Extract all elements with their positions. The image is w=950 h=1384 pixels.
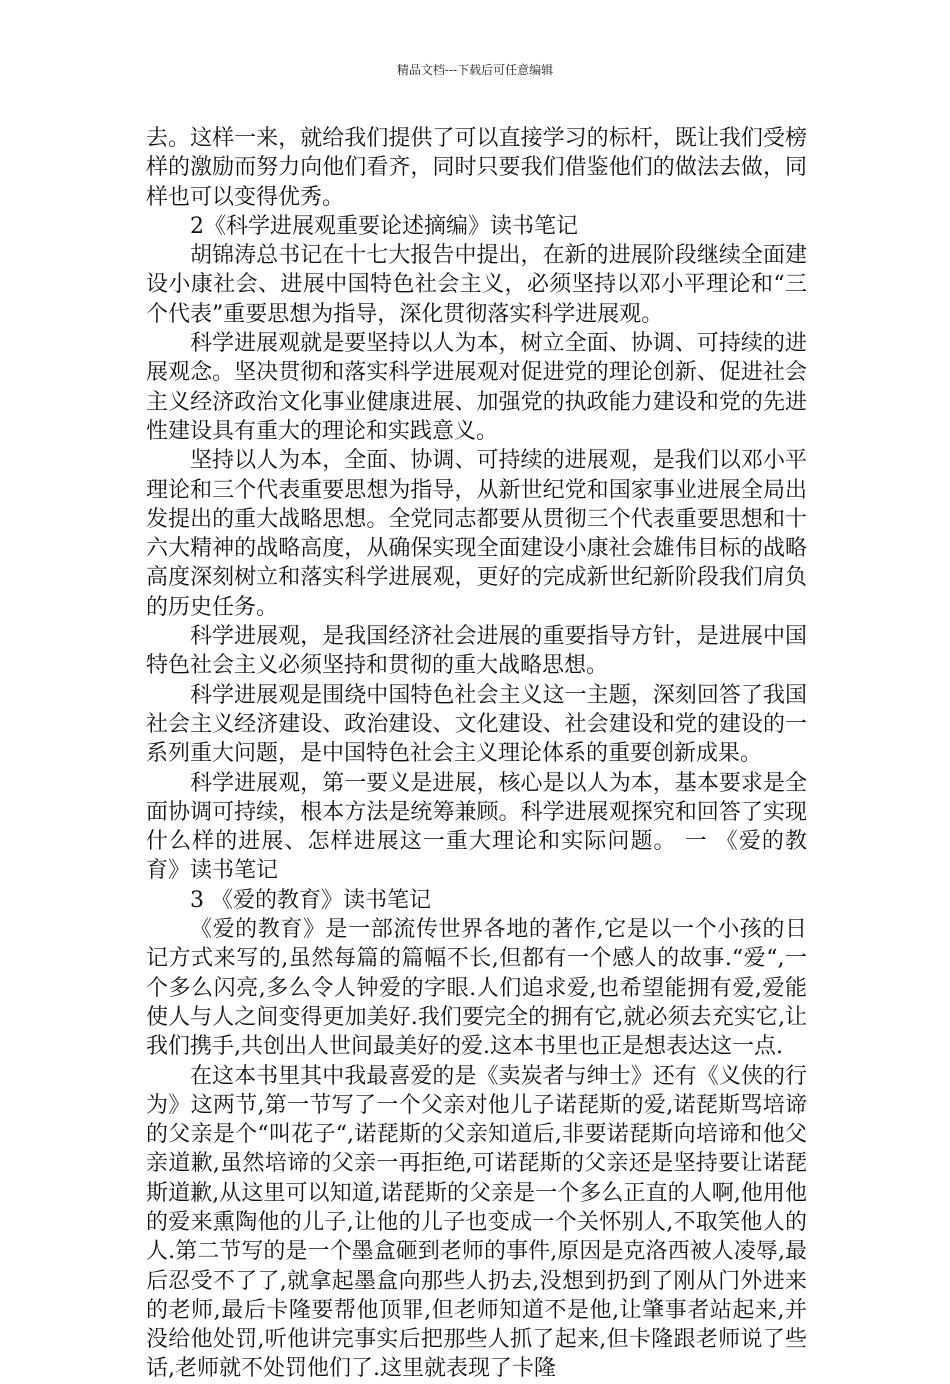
section-heading: 3 《爱的教育》读书笔记 xyxy=(190,887,431,913)
body-paragraph: 去。这样一来，就给我们提供了可以直接学习的标杆，既让我们受榜样的激励而努力向他们看齐，同时只要我们借鉴他们的做法去做，同样也可以变得优秀。 xyxy=(146,126,807,210)
body-paragraph: 坚持以人为本，全面、协调、可持续的进展观，是我们以邓小平理论和三个代表重要思想为指导，从新世纪党和国家事业进展全局出发提出的重大战略思想。全党同志都要从贯彻三个代表重要思想和十六大精神的战略高度，从确保实现全面建设小康社会雄伟目标的战略高度深刻树立和落实科学进展观，更好的完成新世纪新阶段我们肩负的历史任务。 xyxy=(146,448,807,620)
document-body xyxy=(146,124,807,1384)
body-paragraph: 科学进展观就是要坚持以人为本，树立全面、协调、可持续的进展观念。坚决贯彻和落实科学进展观对促进党的理论创新、促进社会主义经济政治文化事业健康进展、加强党的执政能力建设和党的先进性建设具有重大的理论和实践意义。 xyxy=(146,331,807,444)
body-paragraph: 科学进展观，第一要义是进展，核心是以人为本，基本要求是全面协调可持续，根本方法是统筹兼顾。科学进展观探究和回答了实现什么样的进展、怎样进展这一重大理论和实际问题。 一 《爱的教育》读书笔记 xyxy=(146,770,807,884)
body-paragraph: 在这本书里其中我最喜爱的是《卖炭者与绅士》还有《义侠的行为》这两节,第一节写了一个父亲对他儿子诺琵斯的爱,诺琵斯骂培谛的父亲是个“叫花子“,诺琵斯的父亲知道后,非要诺琵斯向培谛和他父亲道歉,虽然培谛的父亲一再拒绝,可诺琵斯的父亲还是坚持要让诺琵斯道歉,从这里可以知道,诺琵斯的父亲是一个多么正直的人啊,他用他的爱来熏陶他的儿子,让他的儿子也变成一个关怀别人,不取笑他人的人.第二节写的是一个墨盒砸到老师的事件,原因是克洛西被人凌辱,最后忍受不了了,就拿起墨盒向那些人扔去,没想到扔到了刚从门外进来的老师,最后卡隆要帮他顶罪,但老师知道不是他,让肇事者站起来,并没给他处罚,听他讲完事实后把那些人抓了起来,但卡隆跟老师说了些话,老师就不处罚他们了.这里就表现了卡隆 xyxy=(146,1063,807,1382)
body-paragraph: 科学进展观，是我国经济社会进展的重要指导方针，是进展中国特色社会主义必须坚持和贯彻的重大战略思想。 xyxy=(146,624,807,679)
body-paragraph: 胡锦涛总书记在十七大报告中提出，在新的进展阶段继续全面建设小康社会、进展中国特色社会主义，必须坚持以邓小平理论和“三个代表”重要思想为指导，深化贯彻落实科学进展观。 xyxy=(146,243,807,327)
section-heading: 2《科学进展观重要论述摘编》读书笔记 xyxy=(190,213,578,239)
page-header: 精品文档---下载后可任意编辑 xyxy=(396,63,554,77)
body-paragraph: 《爱的教育》是一部流传世界各地的著作,它是以一个小孩的日记方式来写的,虽然每篇的篇幅不长,但都有一个感人的故事.“爱“,一个多么闪亮,多么令人钟爱的字眼.人们追求爱,也希望能拥有爱,爱能使人与人之间变得更加美好.我们要完全的拥有它,就必须去充实它,让我们携手,共创出人世间最美好的爱.这本书里也正是想表达这一点. xyxy=(146,917,807,1060)
body-paragraph: 科学进展观是围绕中国特色社会主义这一主题，深刻回答了我国社会主义经济建设、政治建设、文化建设、社会建设和党的建设的一系列重大问题，是中国特色社会主义理论体系的重要创新成果。 xyxy=(146,682,807,767)
